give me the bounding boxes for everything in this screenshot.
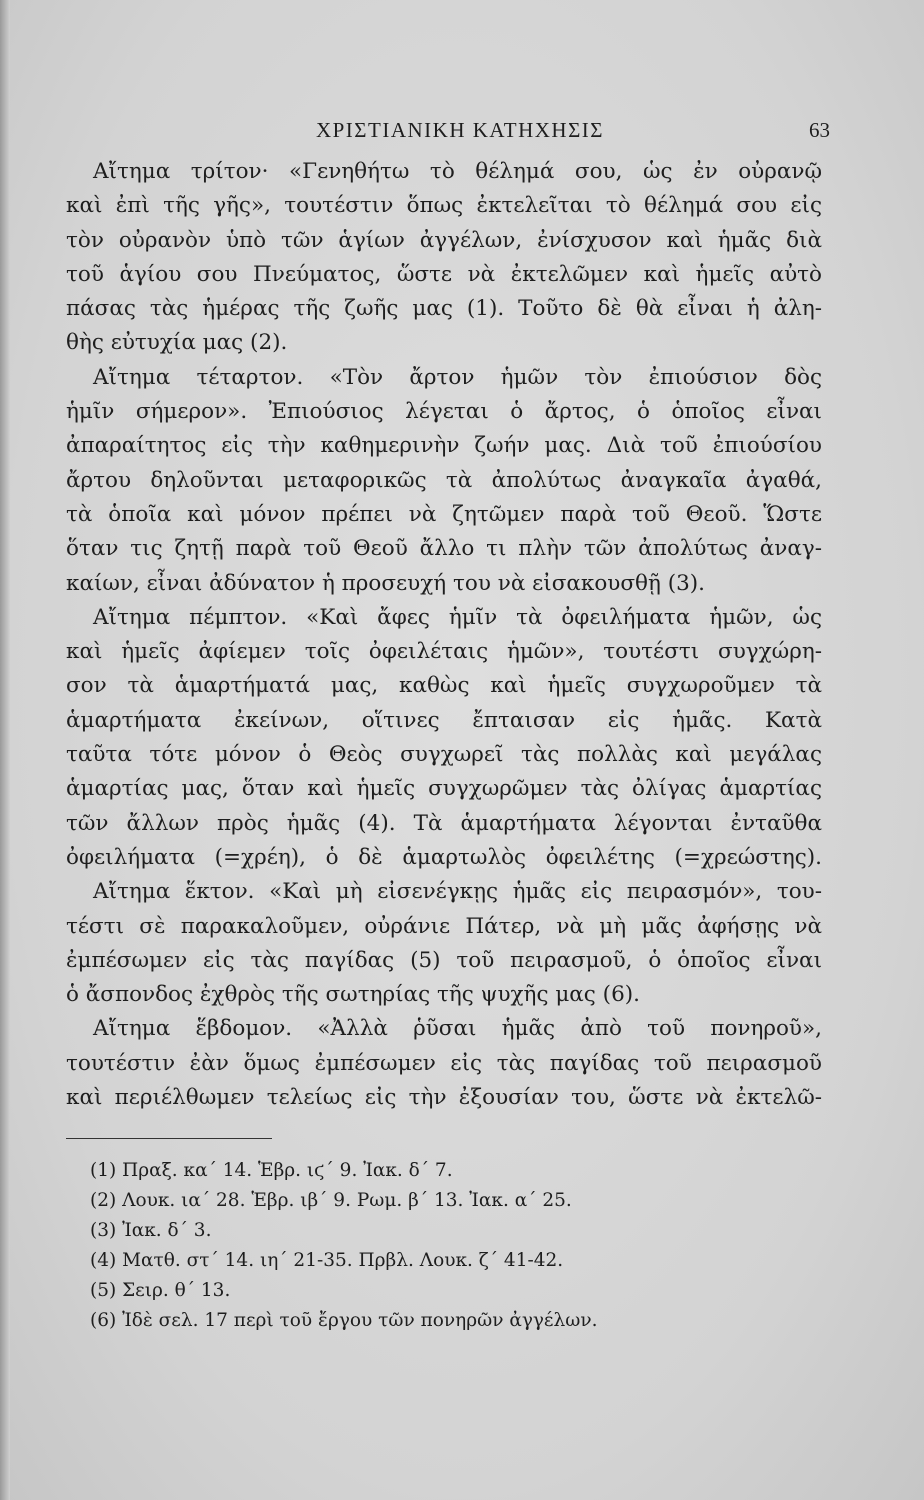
text-line: ὁ ἄσπονδος ἐχθρὸς τῆς σωτηρίας τῆς ψυχῆς μας (6). <box>66 982 640 1008</box>
text-line: καὶ ἡμεῖς ἀφίεμεν τοῖς ὀφειλέταις ἡμῶν», τουτέστι συγχώρη- <box>66 639 822 665</box>
text-line: ὀφειλήματα (=χρέη), ὁ δὲ ἁμαρτωλὸς ὀφειλέτης (=χρεώστης). <box>66 844 822 870</box>
text-line: σον τὰ ἁμαρτήματά μας, καθὼς καὶ ἡμεῖς συγχωροῦμεν τὰ <box>66 673 822 699</box>
text-line: ἡμῖν σήμερον». Ἐπιούσιος λέγεται ὁ ἄρτος, ὁ ὁποῖος εἶναι <box>66 399 822 425</box>
footnote: (1) Πραξ. κα΄ 14. Ἑβρ. ιϛ΄ 9. Ἰακ. δ΄ 7. <box>90 1160 453 1181</box>
text-line: θὴς εὐτυχία μας (2). <box>66 330 288 356</box>
text-line: Αἴτημα ἕκτον. «Καὶ μὴ εἰσενέγκῃς ἡμᾶς εἰς πειρασμόν», του- <box>93 879 822 905</box>
page-binding-shadow <box>0 0 10 1500</box>
footnote: (2) Λουκ. ια΄ 28. Ἑβρ. ιβ΄ 9. Ρωμ. β΄ 13. Ἰακ. α΄ 25. <box>90 1190 572 1211</box>
footnote: (6) Ἰδὲ σελ. 17 περὶ τοῦ ἔργου τῶν πονηρῶν ἀγγέλων. <box>90 1310 598 1331</box>
text-line: ἀπαραίτητος εἰς τὴν καθημερινὴν ζωήν μας. Διὰ τοῦ ἐπιούσίου <box>66 433 822 459</box>
text-line: ταῦτα τότε μόνον ὁ Θεὸς συγχωρεῖ τὰς πολλὰς καὶ μεγάλας <box>66 742 822 768</box>
footnote-separator <box>66 1138 272 1139</box>
main-text <box>66 155 822 1115</box>
text-line: πάσας τὰς ἡμέρας τῆς ζωῆς μας (1). Τοῦτο δὲ θὰ εἶναι ἡ ἀλη- <box>66 296 822 322</box>
text-line: τὸν οὐρανὸν ὑπὸ τῶν ἁγίων ἀγγέλων, ἐνίσχυσον καὶ ἡμᾶς διὰ <box>66 227 822 253</box>
text-line: Αἴτημα τέταρτον. «Τὸν ἄρτον ἡμῶν τὸν ἐπιούσιον δὸς <box>93 364 822 390</box>
footnote: (4) Ματθ. στ΄ 14. ιη΄ 21-35. Πρβλ. Λουκ. ζ΄ 41-42. <box>90 1250 564 1271</box>
text-line: ὅταν τις ζητῇ παρὰ τοῦ Θεοῦ ἄλλο τι πλὴν τῶν ἀπολύτως ἀναγ- <box>66 536 822 562</box>
footnote: (3) Ἰακ. δ΄ 3. <box>90 1220 212 1241</box>
text-line: Αἴτημα πέμπτον. «Καὶ ἄφες ἡμῖν τὰ ὀφειλήματα ἡμῶν, ὡς <box>93 604 822 630</box>
text-line: τοῦ ἁγίου σου Πνεύματος, ὥστε νὰ ἐκτελῶμεν καὶ ἡμεῖς αὐτὸ <box>66 261 822 287</box>
text-line: καίων, εἶναι ἀδύνατον ἡ προσευχή του νὰ εἰσακουσθῇ (3). <box>66 570 706 596</box>
page-number: 63 <box>809 118 830 142</box>
text-line: Αἴτημα τρίτον· «Γενηθήτω τὸ θέλημά σου, ὡς ἐν οὐρανῷ <box>93 159 822 184</box>
text-line: ἐμπέσωμεν εἰς τὰς παγίδας (5) τοῦ πειρασμοῦ, ὁ ὁποῖος εἶναι <box>66 947 822 973</box>
text-line: ἁμαρτίας μας, ὅταν καὶ ἡμεῖς συγχωρῶμεν τὰς ὀλίγας ἁμαρτίας <box>66 776 822 802</box>
running-title: ΧΡΙΣΤΙΑΝΙΚΗ ΚΑΤΗΧΗΣΙΣ <box>315 118 605 142</box>
text-line: ἄρτου δηλοῦνται μεταφορικῶς τὰ ἀπολύτως ἀναγκαῖα ἀγαθά, <box>66 467 822 493</box>
footnote: (5) Σειρ. θ΄ 13. <box>90 1280 231 1301</box>
text-line: τὰ ὁποῖα καὶ μόνον πρέπει νὰ ζητῶμεν παρὰ τοῦ Θεοῦ. Ὥστε <box>66 501 822 527</box>
text-line: ἁμαρτήματα ἐκείνων, οἵτινες ἔπταισαν εἰς ἡμᾶς. Κατὰ <box>66 707 822 733</box>
text-line: Αἴτημα ἕβδομον. «Ἀλλὰ ῥῦσαι ἡμᾶς ἀπὸ τοῦ πονηροῦ», <box>93 1016 822 1042</box>
page-header <box>90 118 830 148</box>
text-line: καὶ ἐπὶ τῆς γῆς», τουτέστιν ὅπως ἐκτελεῖται τὸ θέλημά σου εἰς <box>66 193 822 219</box>
text-line: τουτέστιν ἐὰν ὅμως ἐμπέσωμεν εἰς τὰς παγίδας τοῦ πειρασμοῦ <box>66 1050 822 1076</box>
footnotes <box>90 1156 790 1336</box>
text-line: καὶ περιέλθωμεν τελείως εἰς τὴν ἐξουσίαν του, ὥστε νὰ ἐκτελῶ- <box>66 1085 822 1111</box>
text-line: τέστι σὲ παρακαλοῦμεν, οὐράνιε Πάτερ, νὰ μὴ μᾶς ἀφήσῃς νὰ <box>66 913 822 939</box>
text-line: τῶν ἄλλων πρὸς ἡμᾶς (4). Τὰ ἁμαρτήματα λέγονται ἐνταῦθα <box>66 810 822 836</box>
